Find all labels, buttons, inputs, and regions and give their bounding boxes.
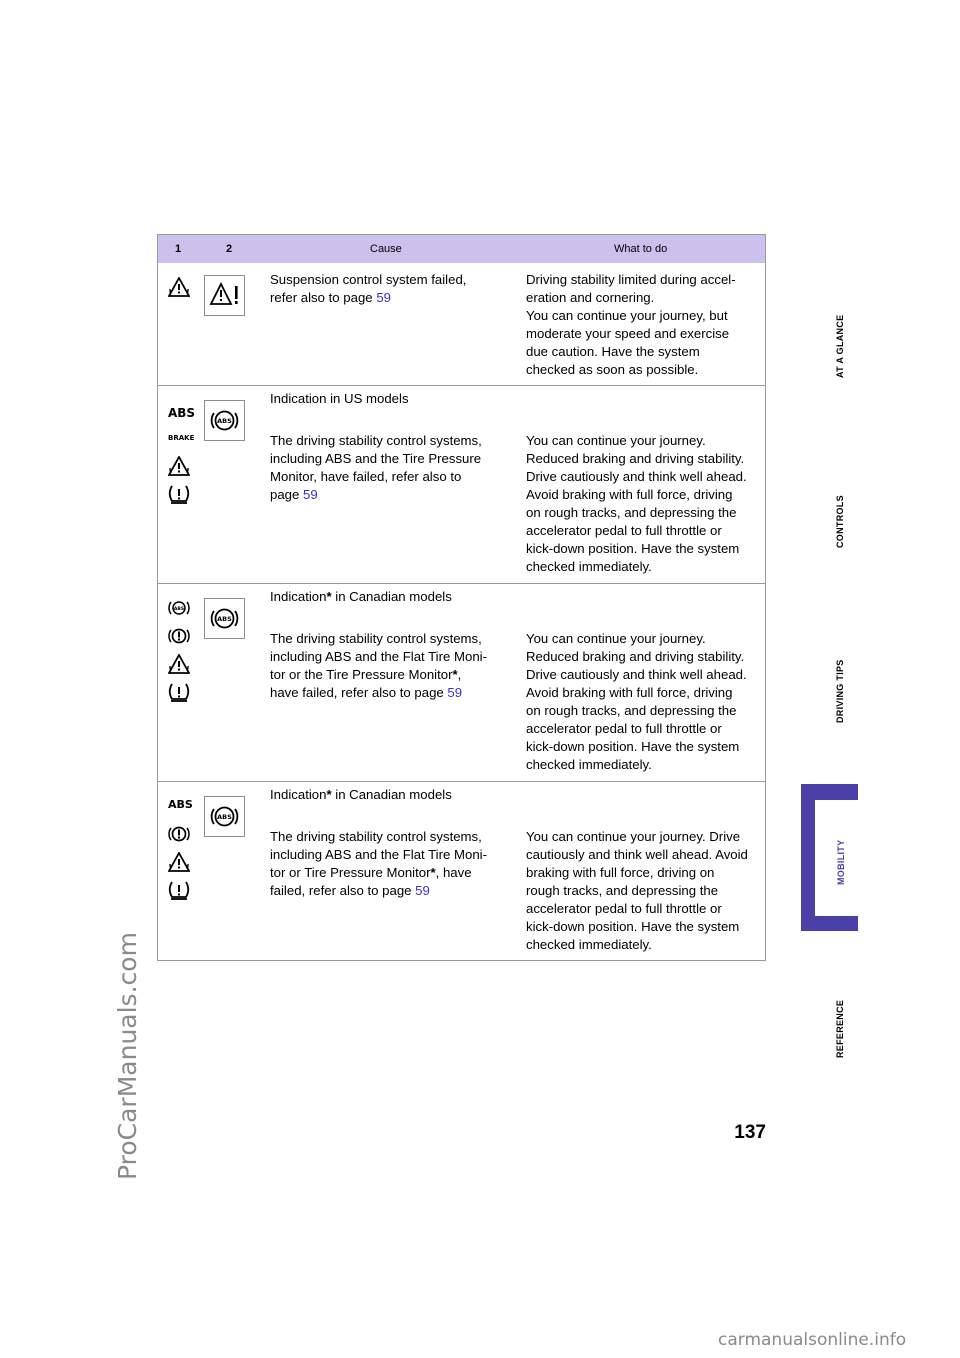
header-what-to-do: What to do [614,243,668,255]
svg-text:ABS: ABS [173,607,185,612]
table-row [158,263,765,386]
page-link[interactable]: 59 [376,290,391,305]
abs-circle-icon [204,598,245,639]
table-row [158,584,765,782]
header-col1: 1 [175,243,182,255]
cause-text: The driving stability control systems, including ABS and the Flat Tire Moni- tor or Tire Pressure Monitor*, have failed, refer also to page 59 [270,829,487,898]
cause-text: The driving stability control systems, including ABS and the Tire Pressure Monitor, have failed, refer also to page 59 [270,433,482,502]
warning-triangle-icon [168,456,190,476]
page-number: 137 [734,1122,766,1143]
cause-text: Suspension control system failed, refer also to page 59 [270,272,467,305]
svg-text:ABS: ABS [217,417,232,425]
watermark-carmanualsonline: carmanualsonline.info [718,1330,907,1350]
tab-controls[interactable]: CONTROLS [835,495,845,548]
abs-text-icon: ABS [168,406,196,420]
page-link[interactable]: 59 [415,883,430,898]
page-link[interactable]: 59 [447,685,463,700]
what-to-do-text: You can continue your journey. Reduced braking and driving stability. Drive cautiously and think well ahead. Avoid braking with full force, driving on rough tracks, and depressing the accelerator pedal to full throttle or kick-down position. Have the system checked immediately. [526,631,747,772]
indication-heading: Indication* in Canadian models [270,589,452,604]
warning-triangle-icon [168,654,190,674]
svg-text:ABS: ABS [217,813,232,821]
optional-equipment-star: * [452,667,458,682]
optional-equipment-star: * [326,589,332,604]
tab-reference[interactable]: REFERENCE [835,999,845,1058]
abs-circle-icon [204,400,245,441]
header-col2: 2 [226,243,233,255]
brake-circle-icon [168,626,190,646]
optional-equipment-star: * [326,787,332,802]
abs-circle-icon [204,796,245,837]
indication-heading: Indication in US models [270,391,409,406]
what-to-do-text: You can continue your journey. Drive cautiously and think well ahead. Avoid braking with full force, driving on rough tracks, and depressing the accelerator pedal to full throttle or kick-down position. Have the system checked immediately. [526,829,748,952]
table-row [158,386,765,584]
header-cause: Cause [370,243,402,255]
what-to-do-text: Driving stability limited during accel- eration and cornering. You can continue your journey, but moderate your speed and exercise due caution. Have the system checked as soon as possible. [526,272,736,377]
brake-text-icon: BRAKE [168,434,195,442]
warning-triangle-icon [168,852,190,872]
watermark-procarmanuals: ProCarManuals.com [113,932,142,1180]
what-to-do-text: You can continue your journey. Reduced braking and driving stability. Drive cautiously and think well ahead. Avoid braking with full force, driving on rough tracks, and depressing the accelerator pedal to full throttle or kick-down position. Have the system checked immediately. [526,433,747,574]
tab-at-a-glance[interactable]: AT A GLANCE [835,314,845,378]
tab-mobility[interactable]: MOBILITY [836,839,846,885]
tire-pressure-icon [168,880,190,900]
abs-circle-icon [168,598,190,618]
tire-pressure-icon [168,484,190,504]
tab-driving-tips[interactable]: DRIVING TIPS [835,659,845,723]
page-link[interactable]: 59 [303,487,318,502]
cause-text: The driving stability control systems, including ABS and the Flat Tire Moni- tor or the Tire Pressure Monitor*, have failed, refer also to page 59 [270,631,487,700]
abs-text-icon: ABS [168,798,193,811]
tire-pressure-icon [168,682,190,702]
brake-circle-icon [168,824,190,844]
table-row [158,782,765,960]
warning-lamp-table [157,234,766,961]
warning-triangle-exclamation-icon [204,275,245,316]
table-header [158,235,765,263]
optional-equipment-star: * [430,865,436,880]
svg-text:ABS: ABS [217,615,232,623]
warning-triangle-icon [168,277,190,297]
indication-heading: Indication* in Canadian models [270,787,452,802]
